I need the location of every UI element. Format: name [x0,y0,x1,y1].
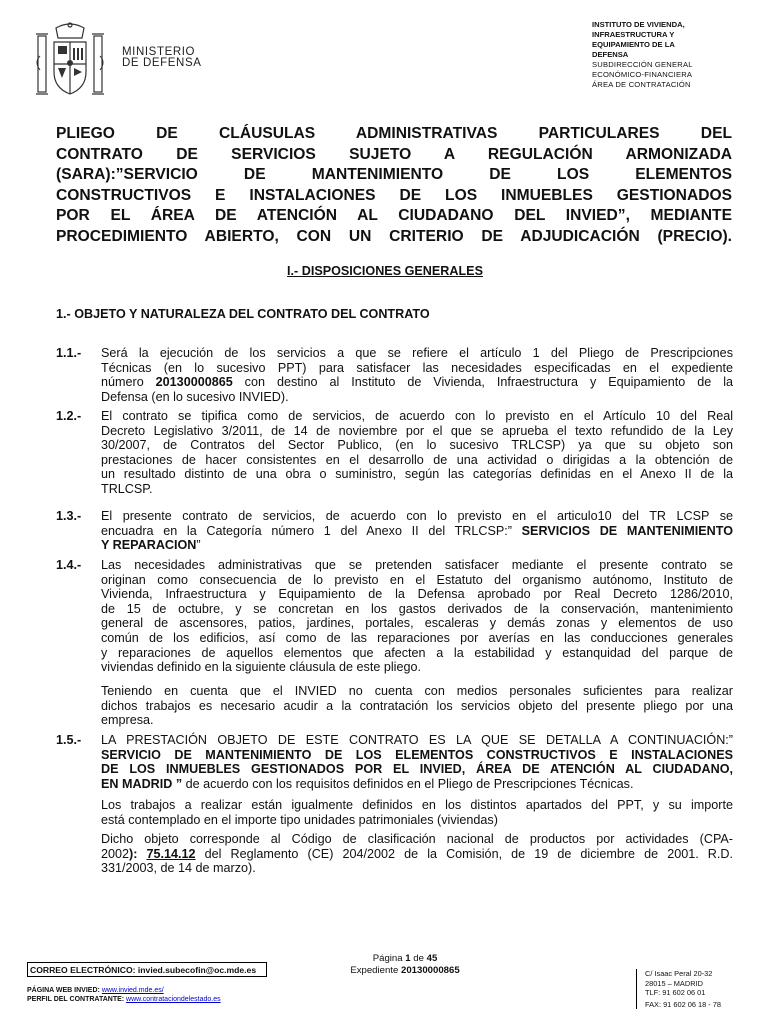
clause-line: Dicho objeto corresponde al Código de clasificación nacional de productos por actividades (CPA- [101,832,733,846]
clause-line: dichos trabajos es necesario acudir a la contratación los servicios objeto del presente pliego por una [101,698,733,713]
clause-line: de 15 de octubre, y se concretan en los gastos derivados de la conservación, mantenimiento [101,601,733,616]
institute-line: INFRAESTRUCTURA Y [592,30,675,39]
clause-number: 1.2.- [56,409,82,423]
clause-1-5-paragraph-2 [101,798,733,827]
email-box: CORREO ELECTRÓNICO: invied.subecofin@oc.mde.es [27,962,267,977]
page-label: Página [372,953,406,964]
clause-1-1 [101,346,733,404]
institute-line: EQUIPAMIENTO DE LA [592,40,675,49]
web-line [27,986,221,995]
clause-line: SERVICIO DE MANTENIMIENTO DE LOS ELEMENTOS CONSTRUCTIVOS E INSTALACIONES [101,747,733,762]
title-line: POR EL ÁREA DE ATENCIÓN AL CIUDADANO DEL INVIED”, MEDIANTE [56,207,732,224]
text-run: ” [196,538,201,553]
clause-line: viviendas definido en la siguiente cláusula de este pliego. [101,660,421,675]
clause-line [101,375,733,390]
clause-number: 1.4.- [56,558,82,572]
expediente-label: Expediente [350,965,401,976]
clause-line: El presente contrato de servicios, de acuerdo con lo previsto en el articulo10 del TR LCSP se [101,509,733,523]
clause-line: DE LOS INMUEBLES GESTIONADOS POR EL INVIED, ÁREA DE ATENCIÓN AL CIUDADANO, [101,762,733,777]
clause-1-2 [101,409,733,497]
spain-coat-of-arms-logo [34,22,106,104]
address-line: FAX: 91 602 06 18 - 78 [645,999,722,1009]
address-line: C/ Isaac Peral 20-32 [645,969,713,978]
clause-number: 1.3.- [56,509,82,523]
clause-line: TRLCSP. [101,481,153,496]
expediente-number: 20130000865 [400,965,460,976]
clause-1-4-paragraph-2 [101,684,733,728]
clause-line: El contrato se tipifica como de servicios, de acuerdo con lo previsto en el Artículo 10 del Real [101,409,733,423]
clause-line: Las necesidades administrativas que se pretenden satisfacer mediante el presente contrato se [101,558,733,572]
clause-line: Defensa (en lo sucesivo INVIED). [101,389,289,404]
clause-line: general de ascensores, patios, jardines, portales, escaleras y demás zonas y elementos de uso [101,616,733,631]
address-line: TLF: 91 602 06 01 [645,988,706,998]
expediente-line [305,965,505,977]
subdirection-line: ECONÓMICO-FINANCIERA [592,70,693,79]
heading-objeto: 1.- OBJETO Y NATURALEZA DEL CONTRATO DEL CONTRATO [56,307,430,321]
address-block [636,969,721,1009]
clause-1-4 [101,558,733,675]
clause-line: 30/2007, de Contratos del Sector Publico, (en lo sucesivo TRLCSP) ya que su objeto son [101,438,733,453]
clause-line: originan como consecuencia de lo previsto en el Estatuto del organismo autónomo, Instituto de [101,572,733,587]
perfil-contratante-link[interactable]: www.contrataciondelestado.es [126,996,221,1003]
text-run: 2002 [101,846,130,861]
invied-web-link[interactable]: www.invied.mde.es/ [101,987,164,994]
perfil-label: PERFIL DEL CONTRATANTE: [27,996,127,1003]
text-run: de acuerdo con los requisitos definidos en el Pliego de Prescripciones Técnicas. [182,776,634,791]
clause-line: Técnicas (en lo sucesivo PPT) para satisfacer las necesidades especificadas en el expediente [101,360,733,375]
institute-line: INSTITUTO DE VIVIENDA, [592,20,685,29]
clause-line: prestaciones de hacer consistentes en el desarrollo de una actividad o dirigidas a la obtención de [101,452,733,467]
page-total: 45 [426,953,438,964]
address-line: 28015 – MADRID [645,978,703,988]
text-run: número [101,375,156,390]
ministry-line: DE DEFENSA [122,57,202,69]
title-line: (SARA):”SERVICIO DE MANTENIMIENTO DE LOS ELEMENTOS [56,166,732,183]
web-links [27,986,221,1004]
text-run: del Reglamento (CE) 204/2002 de la Comisión, de 19 de diciembre de 2001. R.D. [195,846,733,861]
perfil-line [27,995,221,1004]
text-run: con destino al Instituto de Vivienda, Infraestructura y Equipamiento de la [232,375,734,390]
clause-line [101,777,733,792]
web-label: PÁGINA WEB INVIED: [27,987,102,994]
text-run: encuadra en la Categoría número 1 del Anexo II del TRLCSP:” [101,523,512,538]
ministry-line: MINISTERIO [122,46,196,58]
text-run: Y REPARACION [101,538,197,553]
title-line: PLIEGO DE CLÁUSULAS ADMINISTRATIVAS PARTICULARES DEL [56,125,732,142]
text-run: ): [129,846,147,861]
clause-line [101,538,733,553]
clause-line: LA PRESTACIÓN OBJETO DE ESTE CONTRATO ES LA QUE SE DETALLA A CONTINUACIÓN:” [101,733,733,747]
document-title [56,124,732,247]
clause-line [101,847,733,862]
page-of: de [410,953,427,964]
clause-1-5-paragraph-3 [101,832,733,876]
clause-line: Vivienda, Infraestructura y Equipamiento de la Defensa aprobado por Real Decreto 1286/2010, [101,587,733,602]
clause-line: Teniendo en cuenta que el INVIED no cuenta con medios personales suficientes para realizar [101,684,733,698]
title-line: CONSTRUCTIVOS E INSTALACIONES DE LOS INMUEBLES GESTIONADOS [56,186,732,204]
clause-line: un resultado distinto de una obra o suministro, según las categorías definidas en el Anexo II de la [101,467,733,482]
title-line: CONTRATO DE SERVICIOS SUJETO A REGULACIÓN ARMONIZADA [56,145,732,163]
clause-line: 331/2003, de 14 de marzo). [101,861,256,876]
clause-line: Decreto Legislativo 3/2011, de 14 de noviembre por el que se aprueba el texto refundido de la Ley [101,423,733,438]
clause-line: empresa. [101,713,154,728]
institute-line: DEFENSA [592,50,629,59]
clause-line [101,524,733,539]
subdirection-line: SUBDIRECCIÓN GENERAL [592,60,693,69]
title-line: PROCEDIMIENTO ABIERTO, CON UN CRITERIO DE ADJUDICACIÓN (PRECIO). [56,227,732,245]
clause-number: 1.5.- [56,733,82,747]
expediente-number: 20130000865 [155,375,233,390]
clause-line: común de los edificios, así como de las reparaciones por averías en las conducciones generales [101,630,733,645]
clause-1-5 [101,733,733,791]
clause-line: y reparaciones de aquellos elementos que afecten a la estabilidad y estanquidad del parque de [101,645,733,660]
institute-block [592,20,752,90]
page-indicator [305,953,505,977]
page-number: 1 [405,953,411,964]
cpa-code: 75.14.12 [146,846,196,861]
clause-number: 1.1.- [56,346,82,360]
clause-line: Los trabajos a realizar están igualmente definidos en los distintos apartados del PPT, y su importe [101,798,733,812]
clause-line: está contemplado en el importe tipo unidades patrimoniales (viviendas) [101,812,498,827]
ministry-name [122,47,202,69]
subdirection-line: ÁREA DE CONTRATACIÓN [592,80,691,89]
page-number-line [305,953,505,965]
section-title: I.- DISPOSICIONES GENERALES [287,264,483,278]
clause-1-3 [101,509,733,553]
clause-line: Será la ejecución de los servicios a que se refiere el artículo 1 del Pliego de Prescripciones [101,346,733,360]
text-run: EN MADRID ” [101,776,183,791]
text-run: SERVICIOS DE MANTENIMIENTO [511,523,733,538]
